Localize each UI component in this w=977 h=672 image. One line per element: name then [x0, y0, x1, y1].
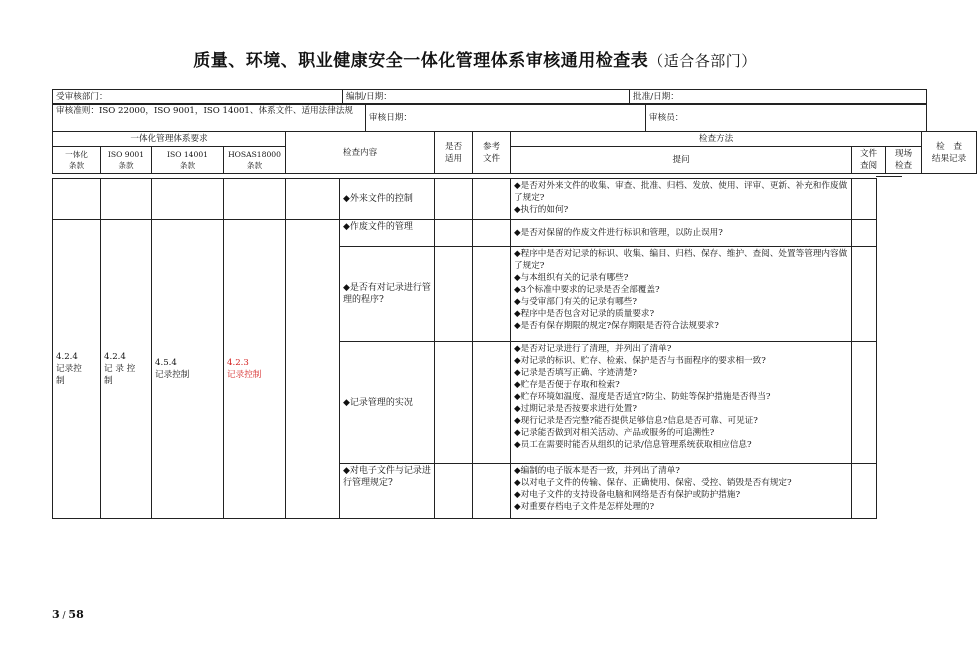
content-cell: ◆外来文件的控制 — [340, 179, 435, 220]
page-title: 质量、环境、职业健康安全一体化管理体系审核通用检查表（适合各部门） — [193, 51, 757, 71]
audit-date-cell: 审核日期： — [366, 104, 646, 132]
question-cell: ◆编制的电子版本是否一致，并列出了清单? ◆以对电子文件的传输、保存、正确使用、保密、受控、销毁是否有规定? ◆对电子文件的支持设备电脑和网络是否有保护或防护措施? ◆对重要存档电子文件是怎样处理的? — [511, 464, 852, 519]
header-table-2 — [52, 103, 927, 132]
content-cell: ◆是否有对记录进行管理的程序? — [340, 247, 435, 342]
content-cell: ◆对电子文件与记录进行管理规定? — [340, 464, 435, 519]
result-header: 检 查 结果记录 — [922, 132, 977, 174]
dept-cell: 受审核部门： — [53, 90, 343, 105]
clause-col-3: ISO 14001 条款 — [152, 147, 224, 174]
question-header: 提问 — [511, 147, 852, 174]
question-cell: ◆是否对保留的作废文件进行标识和管理，以防止误用? — [511, 220, 852, 247]
criteria-cell: 审核准则：ISO 22000，ISO 9001，ISO 14001、体系文件、适用法律法规 — [53, 104, 366, 132]
clause-col-4: HOSAS18000 条款 — [224, 147, 286, 174]
question-cell: ◆是否对外来文件的收集、审查、批准、归档、发放、使用、评审、更新、补充和作废做了规定? ◆执行的如何? — [511, 179, 852, 220]
checklist-table — [52, 178, 877, 519]
ref-doc-header: 参考 文件 — [473, 132, 511, 174]
clause-iso9001: 4.2.4 记 录 控 制 — [101, 220, 152, 519]
page-number: 3 / 58 — [52, 608, 84, 621]
rule-line — [876, 176, 902, 178]
question-cell: ◆是否对记录进行了清理，并列出了清单? ◆对记录的标识、贮存、检索、保护是否与书面程序的要求相一致? ◆记录是否填写正确、字迹清楚? ◆贮存是否便于存取和检索? ◆贮存环境如温度、湿度是否适宜?防尘、防蛀等保护措施是否得当? ◆过期记录是否按要求进行处置? ◆现行记录是否完整?能否提供足够信息?信息是否可靠、可见证? ◆记录能否做到对相关活动、产品或服务的可追溯性? ◆员工在需要时能否从组织的记录/信息管理系统获取相应信息? — [511, 342, 852, 464]
column-header — [52, 131, 977, 174]
doc-review-header: 文件 查阅 — [852, 147, 886, 174]
content-header: 检查内容 — [286, 132, 435, 174]
content-cell: ◆作废文件的管理 — [340, 220, 435, 247]
clause-iso14001: 4.5.4 记录控制 — [152, 220, 224, 519]
clause-col-2: ISO 9001 条款 — [101, 147, 152, 174]
question-cell: ◆程序中是否对记录的标识、收集、编目、归档、保存、维护、查阅、处置等管理内容做了规定? ◆与本组织有关的记录有哪些? ◆3个标准中要求的记录是否全部覆盖? ◆与受审部门有关的记录有哪些? ◆程序中是否包含对记录的质量要求? ◆是否有保存期限的规定?保存期限是否符合法规要求? — [511, 247, 852, 342]
auditor-cell: 审核员： — [646, 104, 927, 132]
clause-hosas18000: 4.2.3 记录控制 — [224, 220, 286, 519]
method-header: 检查方法 — [511, 132, 922, 147]
applicable-header: 是否 适用 — [435, 132, 473, 174]
clause-integrated: 4.2.4 记录控 制 — [53, 220, 101, 519]
onsite-header: 现场 检查 — [886, 147, 922, 174]
req-group-header: 一体化管理体系要求 — [53, 132, 286, 147]
compiled-cell: 编制/日期： — [343, 90, 630, 105]
approved-cell: 批准/日期： — [630, 90, 927, 105]
clause-col-1: 一体化 条款 — [53, 147, 101, 174]
content-cell: ◆记录管理的实况 — [340, 342, 435, 464]
